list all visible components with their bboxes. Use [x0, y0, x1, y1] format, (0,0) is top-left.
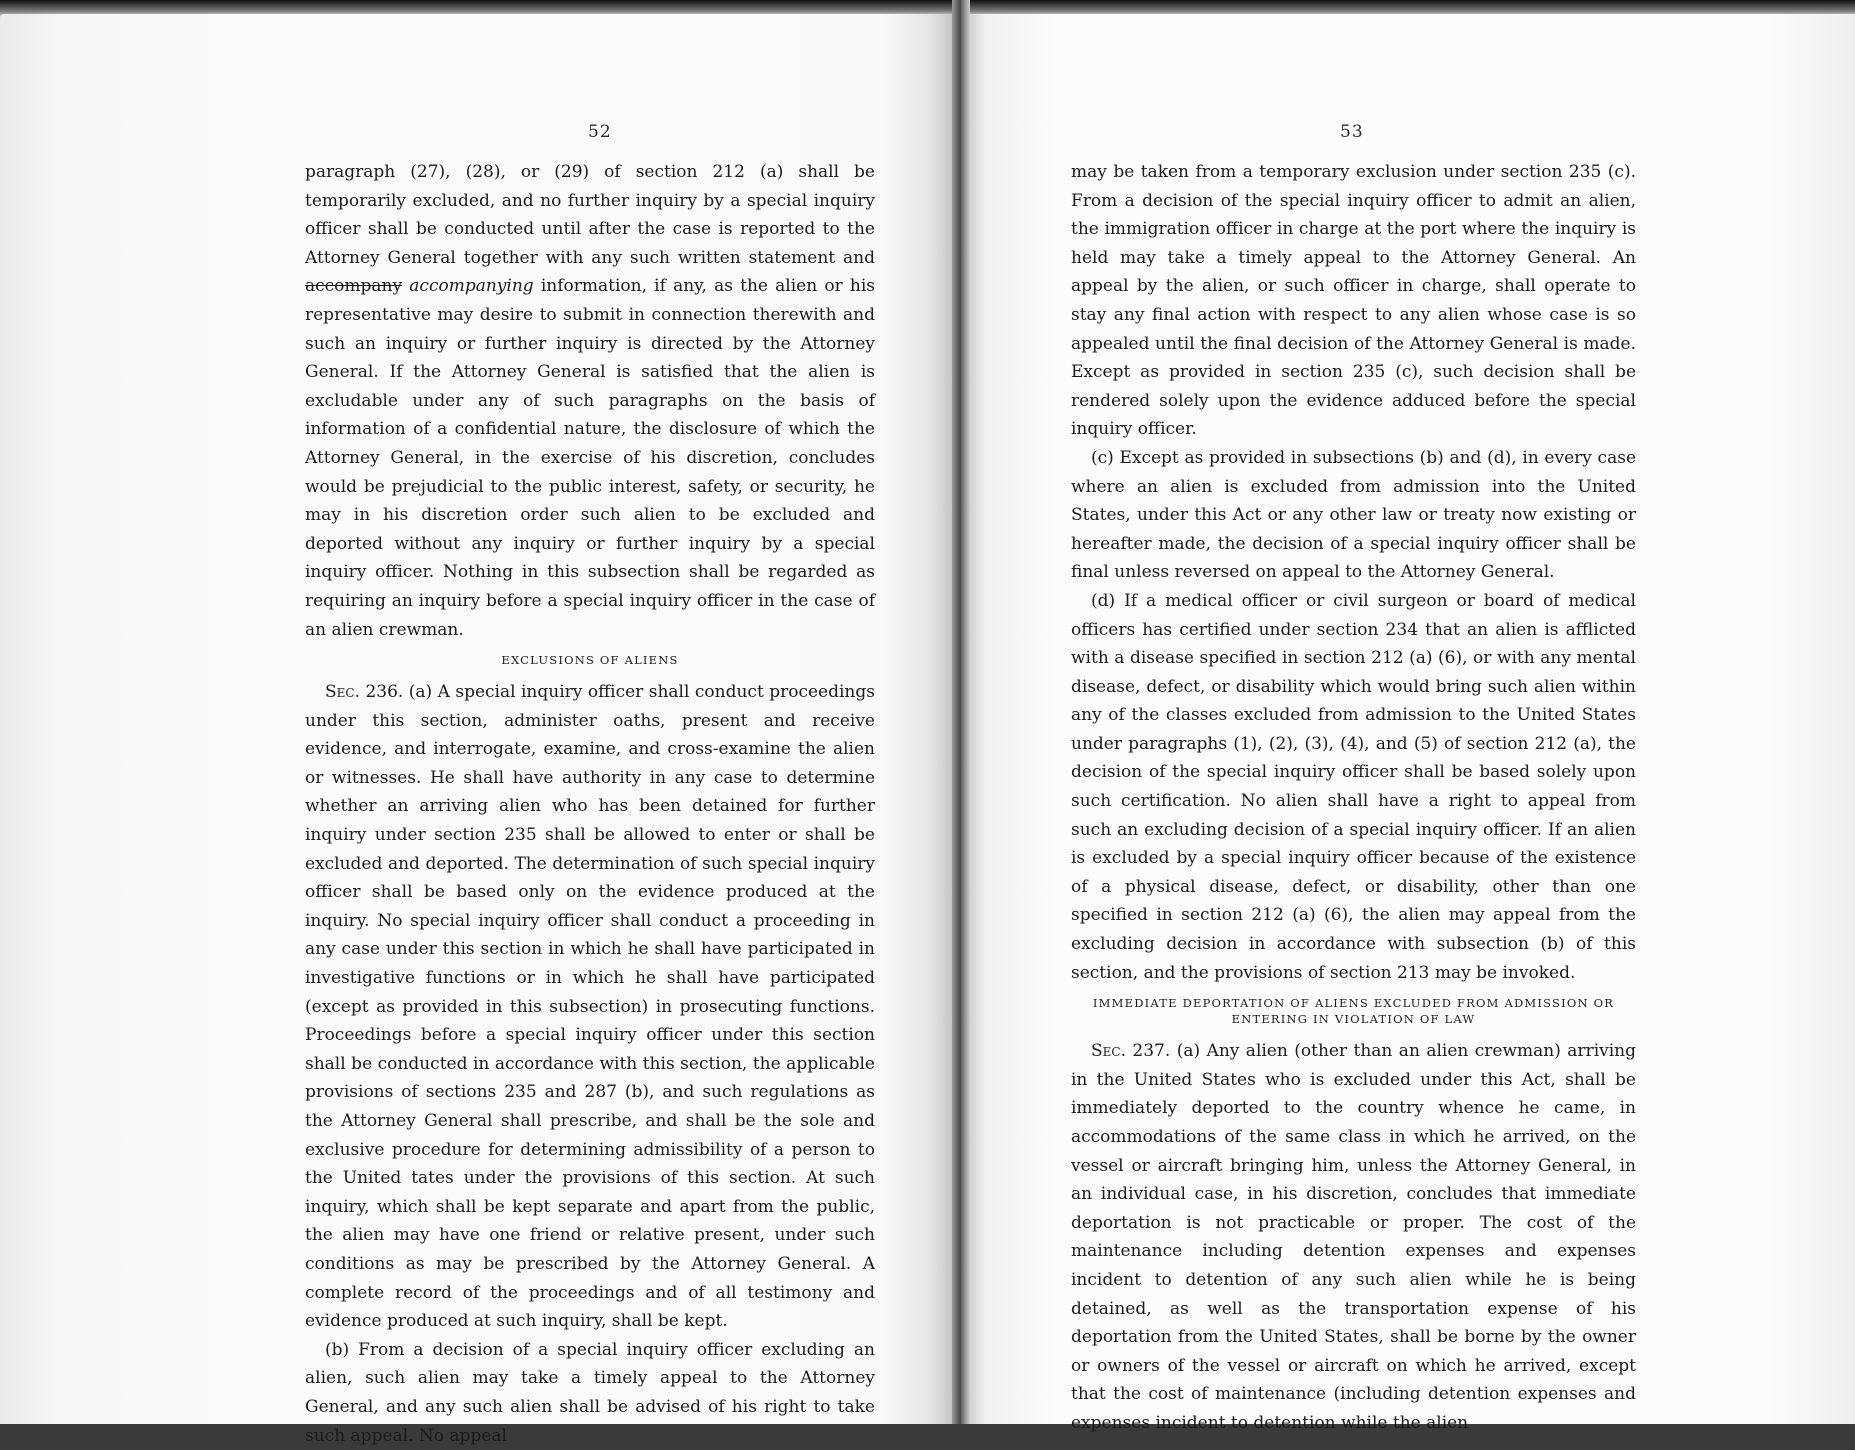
- right-page-number: 53: [1340, 122, 1364, 142]
- sec-label: Sec.: [325, 682, 360, 703]
- right-paragraph-3: (d) If a medical officer or civil surgeon or board of medical officers has certified under section 234 that an alien is afflicted with a disease specified in section 212 (a) (6), or with any mental disease, defect, or disability which would bring such alien within any of the classes excluded from admission to the United States under paragraphs (1), (2), (3), (4), and (5) of section 212 (a), the decision of the special inquiry officer shall be based solely upon such certification. No alien shall have a right to appeal from such an excluding decision of a special inquiry officer. If an alien is excluded by a special inquiry officer because of the existence of a physical disease, defect, or disability, other than one specified in section 212 (a) (6), the alien may appeal from the excluding decision in accordance with subsection (b) of this section, and the provisions of section 213 may be invoked.: [1071, 590, 1636, 983]
- right-paragraph-4: [1071, 1037, 1636, 1437]
- right-paragraph-1: may be taken from a temporary exclusion under section 235 (c). From a decision of the special inquiry officer to admit an alien, the immigration officer in charge at the port where the inquiry is held may take a timely appeal to the Attorney General. An appeal by the alien, or such officer in charge, shall operate to stay any final action with respect to any alien whose case is so appealed until the final decision of the Attorney General is made. Except as provided in section 235 (c), such decision shall be rendered solely upon the evidence adduced before the special inquiry officer.: [1071, 162, 1636, 440]
- left-para2-body: 236. (a) A special inquiry officer shall conduct proceedings under this section, administer oaths, present and receive evidence, and interrogate, examine, and cross-examine the alien or witnesses. He shall have authority in any case to determine whether an arriving alien who has been detained for further inquiry under section 235 shall be allowed to enter or shall be excluded and deported. The determination of such special inquiry officer shall be based only on the evidence produced at the inquiry. No special inquiry officer shall conduct a proceeding in any case under this section in which he shall have participated in investigative functions or in which he shall have participated (except as provided in this subsection) in prosecuting functions. Proceedings before a special inquiry officer under this section shall be conducted in accordance with this section, the applicable provisions of sections 235 and 287 (b), and such regulations as the Attorney General shall prescribe, and shall be the sole and exclusive procedure for determining admissibility of a person to the United tates under the provisions of this section. At such inquiry, which shall be kept separate and apart from the public, the alien may have one friend or relative present, under such conditions as may be prescribed by the Attorney General. A complete record of the proceedings and of all testimony and evidence produced at such inquiry, shall be kept.: [305, 682, 875, 1332]
- book-gutter: [952, 0, 970, 1424]
- right-page-text: [1071, 158, 1636, 1438]
- right-paragraph-2: (c) Except as provided in subsections (b) and (d), in every case where an alien is excluded from admission into the United States, under this Act or any other law or treaty now existing or hereafter made, the decision of a special inquiry officer shall be final unless reversed on appeal to the Attorney General.: [1071, 447, 1636, 583]
- left-page-text: [305, 158, 875, 1450]
- sec-label: Sec.: [1091, 1041, 1126, 1062]
- heading-line-2: ENTERING IN VIOLATION OF LAW: [1231, 1012, 1476, 1027]
- left-para1-start: paragraph (27), (28), or (29) of section 212 (a) shall be temporarily excluded, and no further inquiry by a special inquiry officer shall be conducted until after the case is reported to the Attorney General together with any such written statement and: [305, 162, 875, 268]
- heading-line-1: IMMEDIATE DEPORTATION OF ALIENS EXCLUDED FROM ADMISSION OR: [1092, 996, 1615, 1011]
- section-heading-exclusions: EXCLUSIONS OF ALIENS: [501, 653, 679, 668]
- left-paragraph-3: (b) From a decision of a special inquiry officer excluding an alien, such alien may take a timely appeal to the Attorney General, and any such alien shall be advised of his right to take such appeal. No appeal: [305, 1339, 875, 1446]
- struck-word: accompany: [305, 276, 403, 297]
- left-para1-end: information, if any, as the alien or his representative may desire to submit in connection therewith and such an inquiry or further inquiry is directed by the Attorney General. If the Attorney General is satisfied that the alien is excludable under any of such paragraphs on the basis of information of a confidential nature, the disclosure of which the Attorney General, in the exercise of his discretion, concludes would be prejudicial to the public interest, safety, or security, he may in his discretion order such alien to be excluded and deported without any inquiry or further inquiry by a special inquiry officer. Nothing in this subsection shall be regarded as requiring an inquiry before a special inquiry officer in the case of an alien crewman.: [305, 276, 876, 640]
- right-para4-body: 237. (a) Any alien (other than an alien crewman) arriving in the United States who is excluded under this Act, shall be immediately deported to the country whence he came, in accommodations of the same class in which he arrived, on the vessel or aircraft bringing him, unless the Attorney General, in an individual case, in his discretion, concludes that immediate deportation is not practicable or proper. The cost of the maintenance including detention expenses and expenses incident to detention of any such alien while he is being detained, as well as the transportation expense of his deportation from the United States, shall be borne by the owner or owners of the vessel or aircraft on which he arrived, except that the cost of maintenance (including detention expenses and expenses incident to detention while the alien: [1071, 1041, 1636, 1433]
- left-paragraph-1: [305, 158, 875, 644]
- left-page-number: 52: [588, 122, 612, 142]
- left-paragraph-2: [305, 678, 875, 1336]
- handwritten-insertion: accompanying: [409, 276, 534, 297]
- section-heading-deportation: [1071, 995, 1636, 1027]
